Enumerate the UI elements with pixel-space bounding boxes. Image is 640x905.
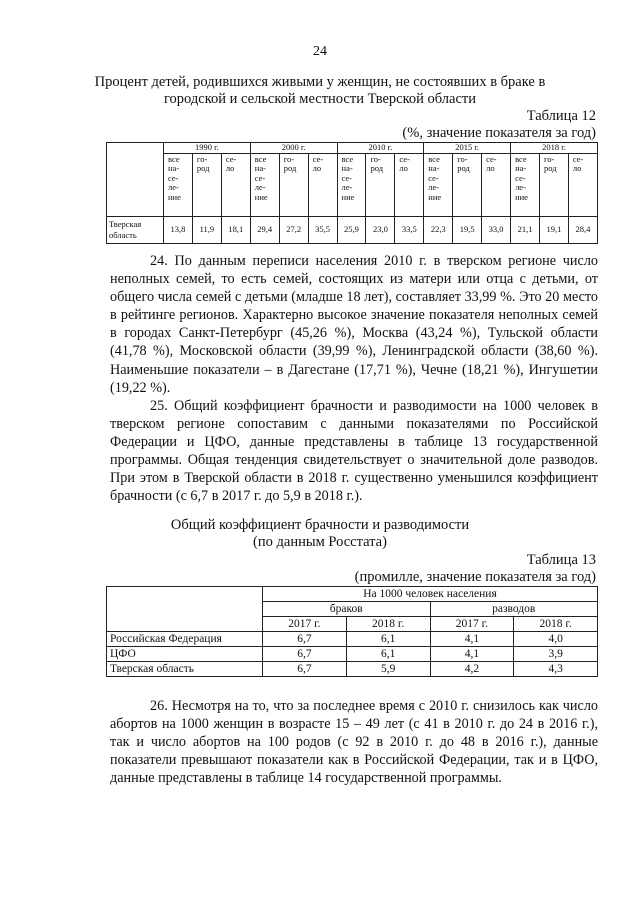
table12-subheader-part: го- [543, 153, 555, 164]
table13-year-header: 2017 г. [430, 617, 514, 632]
table12-subheader-part: се- [254, 172, 266, 183]
table12-data-row [107, 216, 598, 243]
table12-subheader-row [107, 153, 598, 216]
table12-subheader-part: род [457, 163, 470, 173]
table13-label: Таблица 13 [526, 552, 596, 568]
table12-subheader-part: се- [225, 153, 237, 164]
table12-subheader-total [337, 153, 366, 216]
paragraph-24: 24. По данным переписи населения 2010 г. в тверском регионе число неполных семей, то есть семей, состоящих из матери или отца с детьми, от общего числа семей с детьми (младше 18 лет), составляет 33,99 %. Это 20 место в рейтинге регионов. Характерно высокое значение показателя неполных семей в городах Санкт-Петербург (45,26 %), Москва (43,24 %), Тульской области (41,78 %), Московской области (39,99 %), Ленинградской области (38,60 %). Наименьшие показатели – в Дагестане (17,71 %), Чечне (18,21 %), Ингушетии (19,22 %). [110, 253, 598, 396]
table12-subheader-part: го- [457, 153, 468, 164]
table12-value-cell: 19,1 [539, 216, 568, 243]
table13-title-line1: Общий коэффициент брачности и разводимости [170, 517, 470, 533]
table12-subheader-part: все [168, 153, 180, 164]
table12-subheader-part: на- [428, 163, 440, 173]
table13 [106, 586, 598, 677]
table12-title-line1: Процент детей, родившихся живыми у женщин, не состоявших в браке в [94, 74, 546, 90]
table12-subheader-total [424, 153, 453, 216]
table13-value-cell: 6,7 [263, 647, 347, 662]
table12-subheader-total [250, 153, 279, 216]
table12-value-cell: 33,0 [482, 216, 511, 243]
table12-subheader-part: го- [196, 153, 208, 164]
table12-subheader-village [482, 153, 511, 216]
table13-row [107, 647, 598, 662]
table13-value-cell: 3,9 [514, 647, 598, 662]
table12-subheader-village [568, 153, 597, 216]
table13-row [107, 662, 598, 677]
table12-value-cell: 25,9 [337, 216, 366, 243]
table12-subheader-city [539, 153, 568, 216]
table12-row-label-line1: Тверская [109, 218, 142, 229]
table12-subheader-part: ние [168, 191, 181, 202]
table13-year-header: 2018 г. [514, 617, 598, 632]
table12-year-header: 2018 г. [511, 143, 598, 154]
table12-value-cell: 23,0 [366, 216, 395, 243]
table12-value-cell: 21,1 [511, 216, 540, 243]
table12-value-cell: 22,3 [424, 216, 453, 243]
table13-row-label: Тверская область [107, 662, 263, 677]
table12-value-cell: 29,4 [250, 216, 279, 243]
table12-subheader-village [395, 153, 424, 216]
table12-subheader-total [511, 153, 540, 216]
page-number: 24 [313, 44, 327, 59]
table13-row-label: ЦФО [107, 647, 263, 662]
table13-value-cell: 4,3 [514, 662, 598, 677]
table13-value-cell: 4,0 [514, 632, 598, 647]
table13-value-cell: 6,1 [346, 647, 430, 662]
table12-corner-cell [107, 143, 164, 217]
table12-subheader-part: ло [312, 163, 322, 173]
table12-value-cell: 18,1 [221, 216, 250, 243]
table13-value-cell: 4,1 [430, 632, 514, 647]
table12-subheader-part: ние [254, 191, 268, 202]
table12-subheader-part: се- [399, 153, 410, 164]
table12-value-cell: 27,2 [279, 216, 308, 243]
table13-title [60, 517, 580, 551]
table12-subheader-part: ло [486, 163, 495, 173]
table12-subheader-part: на- [168, 163, 180, 173]
table13-group-divorces: разводов [430, 602, 598, 617]
table13-value-cell: 4,1 [430, 647, 514, 662]
table13-body [107, 632, 598, 677]
table12-subheader-part: ло [225, 163, 235, 173]
table12-subheader-city [192, 153, 221, 216]
table12-value-cell: 11,9 [192, 216, 221, 243]
table13-group-marriages: браков [263, 602, 431, 617]
table12-year-header: 2015 г. [424, 143, 511, 154]
table12-year-header: 1990 г. [164, 143, 251, 154]
table13-row-label: Российская Федерация [107, 632, 263, 647]
table12-value-cell: 19,5 [453, 216, 482, 243]
table12-subheader-part: ние [341, 191, 355, 202]
table13-units: (промилле, значение показателя за год) [354, 569, 596, 585]
table12-subheader-part: ле- [168, 182, 179, 192]
table13-value-cell: 6,7 [263, 662, 347, 677]
table12-subheader-part: род [543, 163, 557, 173]
table12-subheader-village [221, 153, 250, 216]
paragraph-26-block [110, 697, 598, 787]
paragraph-26: 26. Несмотря на то, что за последнее время с 2010 г. снизилось как число абортов на 1000 женщин в возрасте 15 – 49 лет (с 41 в 2010 г. до 24 в 2016 г.), так и число абортов на 100 родов (с 92 в 2010 г. до 48 в 2016 г.), данные показатели превышают показатели как в Российской Федерации, так и в ЦФО, данные представлены в таблице 14 государственной программы. [110, 698, 598, 787]
table12-subheader-part: го- [370, 153, 381, 164]
table12-subheader-part: на- [515, 163, 527, 173]
table13-value-cell: 6,1 [346, 632, 430, 647]
table12-units: (%, значение показателя за год) [402, 125, 596, 141]
table12-subheader-village [308, 153, 337, 216]
table13-year-header: 2017 г. [263, 617, 347, 632]
table12-value-cell: 13,8 [164, 216, 193, 243]
table12-year-header: 2010 г. [337, 143, 424, 154]
table12-year-row [107, 143, 598, 154]
table12-subheader-part: ло [572, 163, 582, 173]
table12-subheader-part: се- [168, 172, 179, 183]
table12-subheader-city [279, 153, 308, 216]
table13-year-header: 2018 г. [346, 617, 430, 632]
table12-subheader-part: род [196, 163, 210, 173]
table12-subheader-part: ле- [428, 182, 440, 192]
table12-year-header: 2000 г. [250, 143, 337, 154]
table12-title-line2: городской и сельской местности Тверской области [163, 91, 477, 107]
table12-title [60, 74, 580, 108]
table12-subheader-part: се- [341, 172, 353, 183]
table12-value-cell: 33,5 [395, 216, 424, 243]
table12-subheader-part: род [370, 163, 384, 173]
table12-subheader-part: ние [428, 191, 442, 202]
table13-value-cell: 6,7 [263, 632, 347, 647]
table12-subheader-part: се- [515, 172, 526, 183]
table12 [106, 142, 598, 244]
table12-subheader-part: ле- [515, 182, 526, 192]
table12-subheader-part: на- [254, 163, 266, 173]
table12-subheader-total [164, 153, 193, 216]
table12-subheader-part: ле- [341, 182, 353, 192]
table12-row-label-line2: область [109, 229, 137, 240]
table12-subheader-part: все [428, 153, 440, 164]
paragraphs-24-25 [110, 252, 598, 505]
table12-subheader-part: на- [341, 163, 353, 173]
table13-header-row-1 [107, 587, 598, 602]
table12-subheader-part: се- [428, 172, 439, 183]
table12-subheader-part: все [254, 153, 267, 164]
table12-subheader-part: се- [312, 153, 324, 164]
table13-header-top: На 1000 человек населения [263, 587, 598, 602]
table12-label: Таблица 12 [526, 108, 596, 124]
table12-subheader-part: все [515, 153, 527, 164]
table12-subheader-part: се- [572, 153, 584, 164]
table12-subheader-city [453, 153, 482, 216]
table12-subheader-part: ле- [254, 182, 266, 192]
table12-subheader-city [366, 153, 395, 216]
table13-value-cell: 4,2 [430, 662, 514, 677]
table12-subheader-part: ние [515, 191, 528, 202]
table12-subheader-part: се- [486, 153, 497, 164]
table13-title-line2: (по данным Росстата) [253, 534, 387, 550]
table13-value-cell: 5,9 [346, 662, 430, 677]
table12-row-label [107, 216, 164, 243]
table13-corner-cell [107, 587, 263, 632]
table12-subheader-part: род [283, 163, 297, 173]
table13-row [107, 632, 598, 647]
paragraph-25: 25. Общий коэффициент брачности и разводимости на 1000 человек в тверском регионе сопоставим с данными показателями по Российской Федерации и ЦФО, данные представлены в таблице 13 государственной программы. Общая тенденция свидетельствует о значительной доле разводов. При этом в Тверской области в 2018 г. существенно уменьшился коэффициент брачности (с 6,7 в 2017 г. до 5,9 в 2018 г.). [110, 397, 598, 505]
table12-value-cell: 35,5 [308, 216, 337, 243]
table12-value-cell: 28,4 [568, 216, 597, 243]
table12-subheader-part: ло [399, 163, 408, 173]
table12-subheader-part: го- [283, 153, 295, 164]
table12-subheader-part: все [341, 153, 354, 164]
